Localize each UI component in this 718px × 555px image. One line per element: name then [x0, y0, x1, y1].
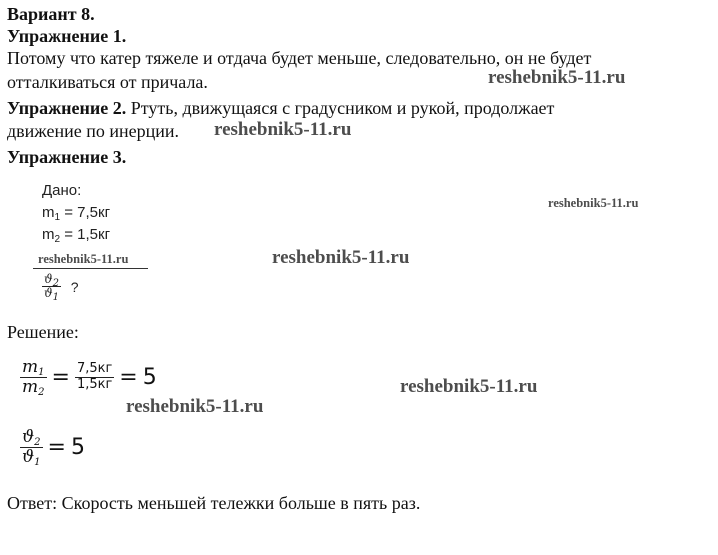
speed-ratio-denominator: ϑ1	[22, 446, 41, 468]
equals-sign: =	[51, 364, 70, 390]
exercise-2-text-line-1: Ртуть, движущаяся с градусником и рукой, продолжает	[126, 98, 555, 118]
speed-ratio-fraction	[20, 428, 43, 466]
watermark: reshebnik5-11.ru	[214, 119, 352, 140]
given-m2-sub: 2	[54, 234, 61, 245]
mass-values-denominator: 1,5кг	[76, 376, 113, 392]
given-m2	[42, 224, 110, 246]
given-m1-value: = 7,5кг	[60, 204, 111, 221]
exercise-1-title: Упражнение 1.	[7, 26, 127, 46]
exercise-3-title: Упражнение 3.	[7, 147, 127, 167]
mass-values-numerator: 7,5кг	[76, 361, 113, 377]
exercise-1-text-line-1: Потому что катер тяжеле и отдача будет меньше, следовательно, он не будет	[7, 48, 592, 68]
exercise-1-text-line-2: отталкиваться от причала.	[7, 72, 208, 92]
watermark: reshebnik5-11.ru	[548, 196, 639, 210]
mass-ratio-result: 5	[142, 364, 157, 390]
equals-sign-3: =	[47, 434, 66, 460]
speed-ratio-numerator: ϑ2	[22, 427, 41, 448]
mass-ratio-denominator: m2	[22, 376, 45, 398]
watermark: reshebnik5-11.ru	[126, 396, 264, 417]
solution-label: Решение:	[7, 322, 79, 342]
variant-title: Вариант 8.	[7, 4, 95, 24]
find-block	[42, 272, 79, 304]
mass-values-fraction	[75, 362, 114, 392]
exercise-2-text-line-2: движение по инерции.	[7, 121, 180, 141]
watermark: reshebnik5-11.ru	[488, 67, 626, 88]
given-divider	[33, 268, 148, 269]
watermark: reshebnik5-11.ru	[38, 252, 129, 266]
mass-ratio-numerator: m1	[22, 357, 45, 378]
given-m1-sub: 1	[54, 212, 61, 223]
equation-mass-ratio	[20, 358, 157, 396]
answer-text: Ответ: Скорость меньшей тележки больше в пять раз.	[7, 493, 421, 513]
given-block	[42, 180, 110, 246]
exercise-2-title: Упражнение 2.	[7, 98, 127, 118]
given-m2-value: = 1,5кг	[60, 226, 111, 243]
exercise-2-line-1	[7, 97, 554, 119]
given-m2-label: m	[42, 226, 55, 243]
find-numerator: $ϑ_2$	[44, 272, 59, 289]
find-question-mark: ?	[70, 278, 79, 295]
watermark: reshebnik5-11.ru	[272, 247, 410, 268]
given-header: Дано:	[42, 182, 82, 199]
find-denominator: $ϑ_1$	[44, 286, 59, 304]
mass-ratio-fraction	[20, 358, 47, 396]
equation-speed-ratio	[20, 428, 85, 466]
watermark: reshebnik5-11.ru	[400, 376, 538, 397]
equals-sign-2: =	[119, 364, 138, 390]
speed-ratio-result: 5	[70, 434, 85, 460]
given-m1	[42, 202, 110, 224]
given-m1-label: m	[42, 204, 55, 221]
find-fraction	[42, 272, 61, 304]
